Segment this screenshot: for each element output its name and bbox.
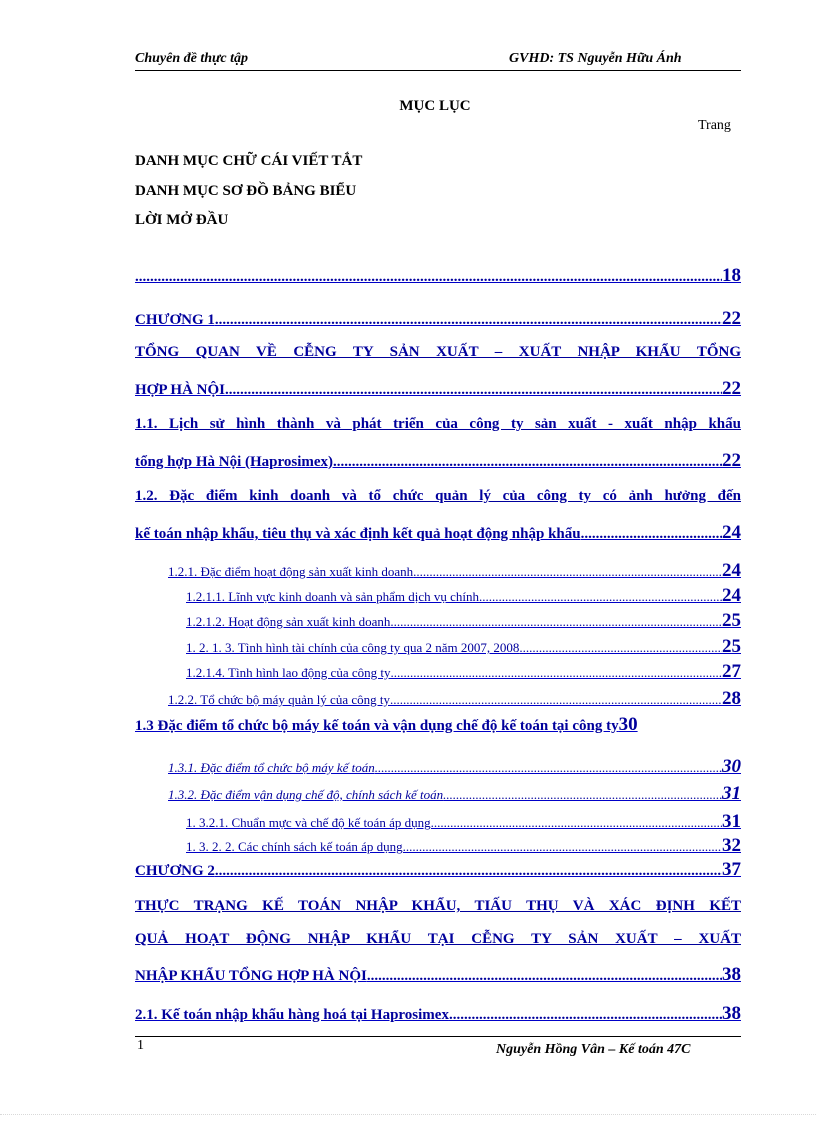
toc-leader: [215, 312, 722, 329]
toc-leader: [225, 382, 722, 399]
toc-label: 1.3.2. Đặc điểm vận dụng chế độ, chính sách kế toán: [168, 787, 444, 802]
toc-page: 31: [722, 811, 741, 832]
footer-author: Nguyễn Hồng Vân – Kế toán 47C: [496, 1042, 691, 1057]
toc-page: 30: [618, 714, 638, 735]
toc-page: 22: [722, 308, 741, 329]
toc-page: 38: [722, 964, 741, 985]
toc-page: 31: [722, 783, 741, 804]
front-matter-abbreviations: DANH MỤC CHỮ CÁI VIẾT TẮT: [135, 153, 363, 169]
toc-entry[interactable]: [186, 835, 741, 857]
toc-entry[interactable]: [186, 585, 741, 607]
page-header: [135, 48, 741, 71]
toc-page: 30: [722, 756, 741, 777]
toc-page: 18: [722, 265, 741, 286]
toc-leader: [390, 692, 722, 708]
toc-page: 37: [722, 859, 741, 880]
toc-entry[interactable]: [135, 714, 741, 736]
toc-leader: [367, 968, 722, 985]
footer-divider: [135, 1036, 741, 1037]
toc-label: CHƯƠNG 1: [135, 312, 215, 328]
page-title: MỤC LỤC: [399, 98, 471, 114]
toc-label: 1.2.1.4. Tình hình lao động của công ty: [186, 665, 391, 680]
toc-page: 22: [722, 378, 741, 399]
toc-leader: [375, 760, 722, 776]
front-matter-figures: DANH MỤC SƠ ĐỒ BẢNG BIỂU: [135, 183, 357, 199]
toc-leader: [215, 863, 722, 880]
toc-leader: [431, 815, 722, 831]
toc-entry[interactable]: [168, 560, 741, 582]
toc-leader: [390, 665, 722, 681]
toc-entry-continued[interactable]: THỰC TRẠNG KẾ TOÁN NHẬP KHẨU, TIẤU THỤ VÀ XÁC ĐỊNH KẾT: [135, 898, 741, 914]
toc-label: 1. 3. 2. 2. Các chính sách kế toán áp dụng: [186, 839, 403, 854]
toc-label: 1. 2. 1. 3. Tình hình tài chính của công ty qua 2 năm 2007, 2008: [186, 640, 520, 655]
toc-entry[interactable]: [186, 661, 741, 683]
toc-entry[interactable]: [186, 636, 741, 658]
toc-leader: [413, 564, 722, 580]
toc-label: 2.1. Kế toán nhập khẩu hàng hoá tại Haprosimex: [135, 1007, 449, 1023]
toc-entry[interactable]: [135, 964, 741, 986]
front-matter-intro: LỜI MỞ ĐẦU: [135, 212, 229, 228]
toc-page: 32: [722, 835, 741, 856]
toc-label: 1. 3.2.1. Chuẩn mực và chế độ kế toán áp dụng: [186, 815, 431, 830]
toc-label: HỢP HÀ NỘI: [135, 382, 226, 398]
toc-page: 25: [722, 610, 741, 631]
toc-page: 24: [722, 585, 741, 606]
toc-label: 1.2.2. Tổ chức bộ máy quản lý của công ty: [168, 692, 390, 707]
toc-entry-continued[interactable]: 1.2. Đặc điểm kinh doanh và tổ chức quản lý của công ty có ảnh hưởng đến: [135, 488, 741, 504]
toc-entry-chapter-2[interactable]: [135, 859, 741, 881]
page-column-label: Trang: [698, 118, 731, 133]
toc-page: 28: [722, 688, 741, 709]
toc-label: 1.3 Đặc điểm tổ chức bộ máy kế toán và vận dụng chế độ kế toán tại công ty: [135, 718, 619, 734]
footer-page-number: 1: [137, 1038, 144, 1053]
toc-entry[interactable]: [135, 1003, 741, 1025]
toc-entry[interactable]: [135, 450, 741, 472]
toc-label: 1.2.1. Đặc điểm hoạt động sản xuất kinh doanh: [168, 564, 414, 579]
toc-leader: [581, 526, 722, 543]
toc-entry[interactable]: [168, 688, 741, 710]
toc-entry[interactable]: [135, 522, 741, 544]
toc-entry[interactable]: [168, 756, 741, 778]
toc-page: 24: [722, 522, 741, 543]
toc-label: CHƯƠNG 2: [135, 863, 215, 879]
toc-label: kế toán nhập khẩu, tiêu thụ và xác định kết quả hoạt động nhập khẩu: [135, 526, 581, 542]
page-boundary-divider: [0, 1114, 816, 1115]
toc-label: 1.2.1.2. Hoạt động sản xuất kinh doanh: [186, 614, 391, 629]
toc-leader: [403, 839, 722, 855]
toc-page: 27: [722, 661, 741, 682]
toc-leader: [390, 614, 722, 630]
toc-entry-continued[interactable]: 1.1. Lịch sử hình thành và phát triển của công ty sản xuất - xuất nhập khẩu: [135, 416, 741, 432]
toc-entry[interactable]: [186, 811, 741, 833]
toc-leader: [449, 1007, 722, 1024]
toc-entry-continued[interactable]: TỔNG QUAN VỀ CỄNG TY SẢN XUẤT – XUẤT NHẬP KHẨU TỔNG: [135, 344, 741, 360]
toc-page: 22: [722, 450, 741, 471]
toc-page: 38: [722, 1003, 741, 1024]
toc-page: 25: [722, 636, 741, 657]
toc-leader: [135, 269, 722, 286]
toc-leader: [443, 787, 722, 803]
toc-page: 24: [722, 560, 741, 581]
toc-entry[interactable]: [135, 378, 741, 400]
header-right: GVHD: TS Nguyễn Hữu Ánh: [509, 51, 682, 66]
toc-entry-chapter-1[interactable]: [135, 308, 741, 330]
toc-leader: [519, 640, 722, 656]
toc-entry[interactable]: [135, 265, 741, 287]
toc-entry[interactable]: [168, 783, 741, 805]
toc-label: 1.2.1.1. Lĩnh vực kinh doanh và sản phẩm dịch vụ chính: [186, 589, 479, 604]
toc-entry-continued[interactable]: QUẢ HOẠT ĐỘNG NHẬP KHẨU TẠI CỄNG TY SẢN XUẤT – XUẤT: [135, 931, 741, 947]
header-left: Chuyên đề thực tập: [135, 51, 249, 66]
toc-entry[interactable]: [186, 610, 741, 632]
toc-label: NHẬP KHẨU TỔNG HỢP HÀ NỘI: [135, 968, 367, 984]
toc-leader: [333, 454, 722, 471]
toc-label: 1.3.1. Đặc điểm tổ chức bộ máy kế toán: [168, 760, 375, 775]
toc-label: tổng hợp Hà Nội (Haprosimex): [135, 454, 334, 470]
toc-leader: [479, 589, 722, 605]
